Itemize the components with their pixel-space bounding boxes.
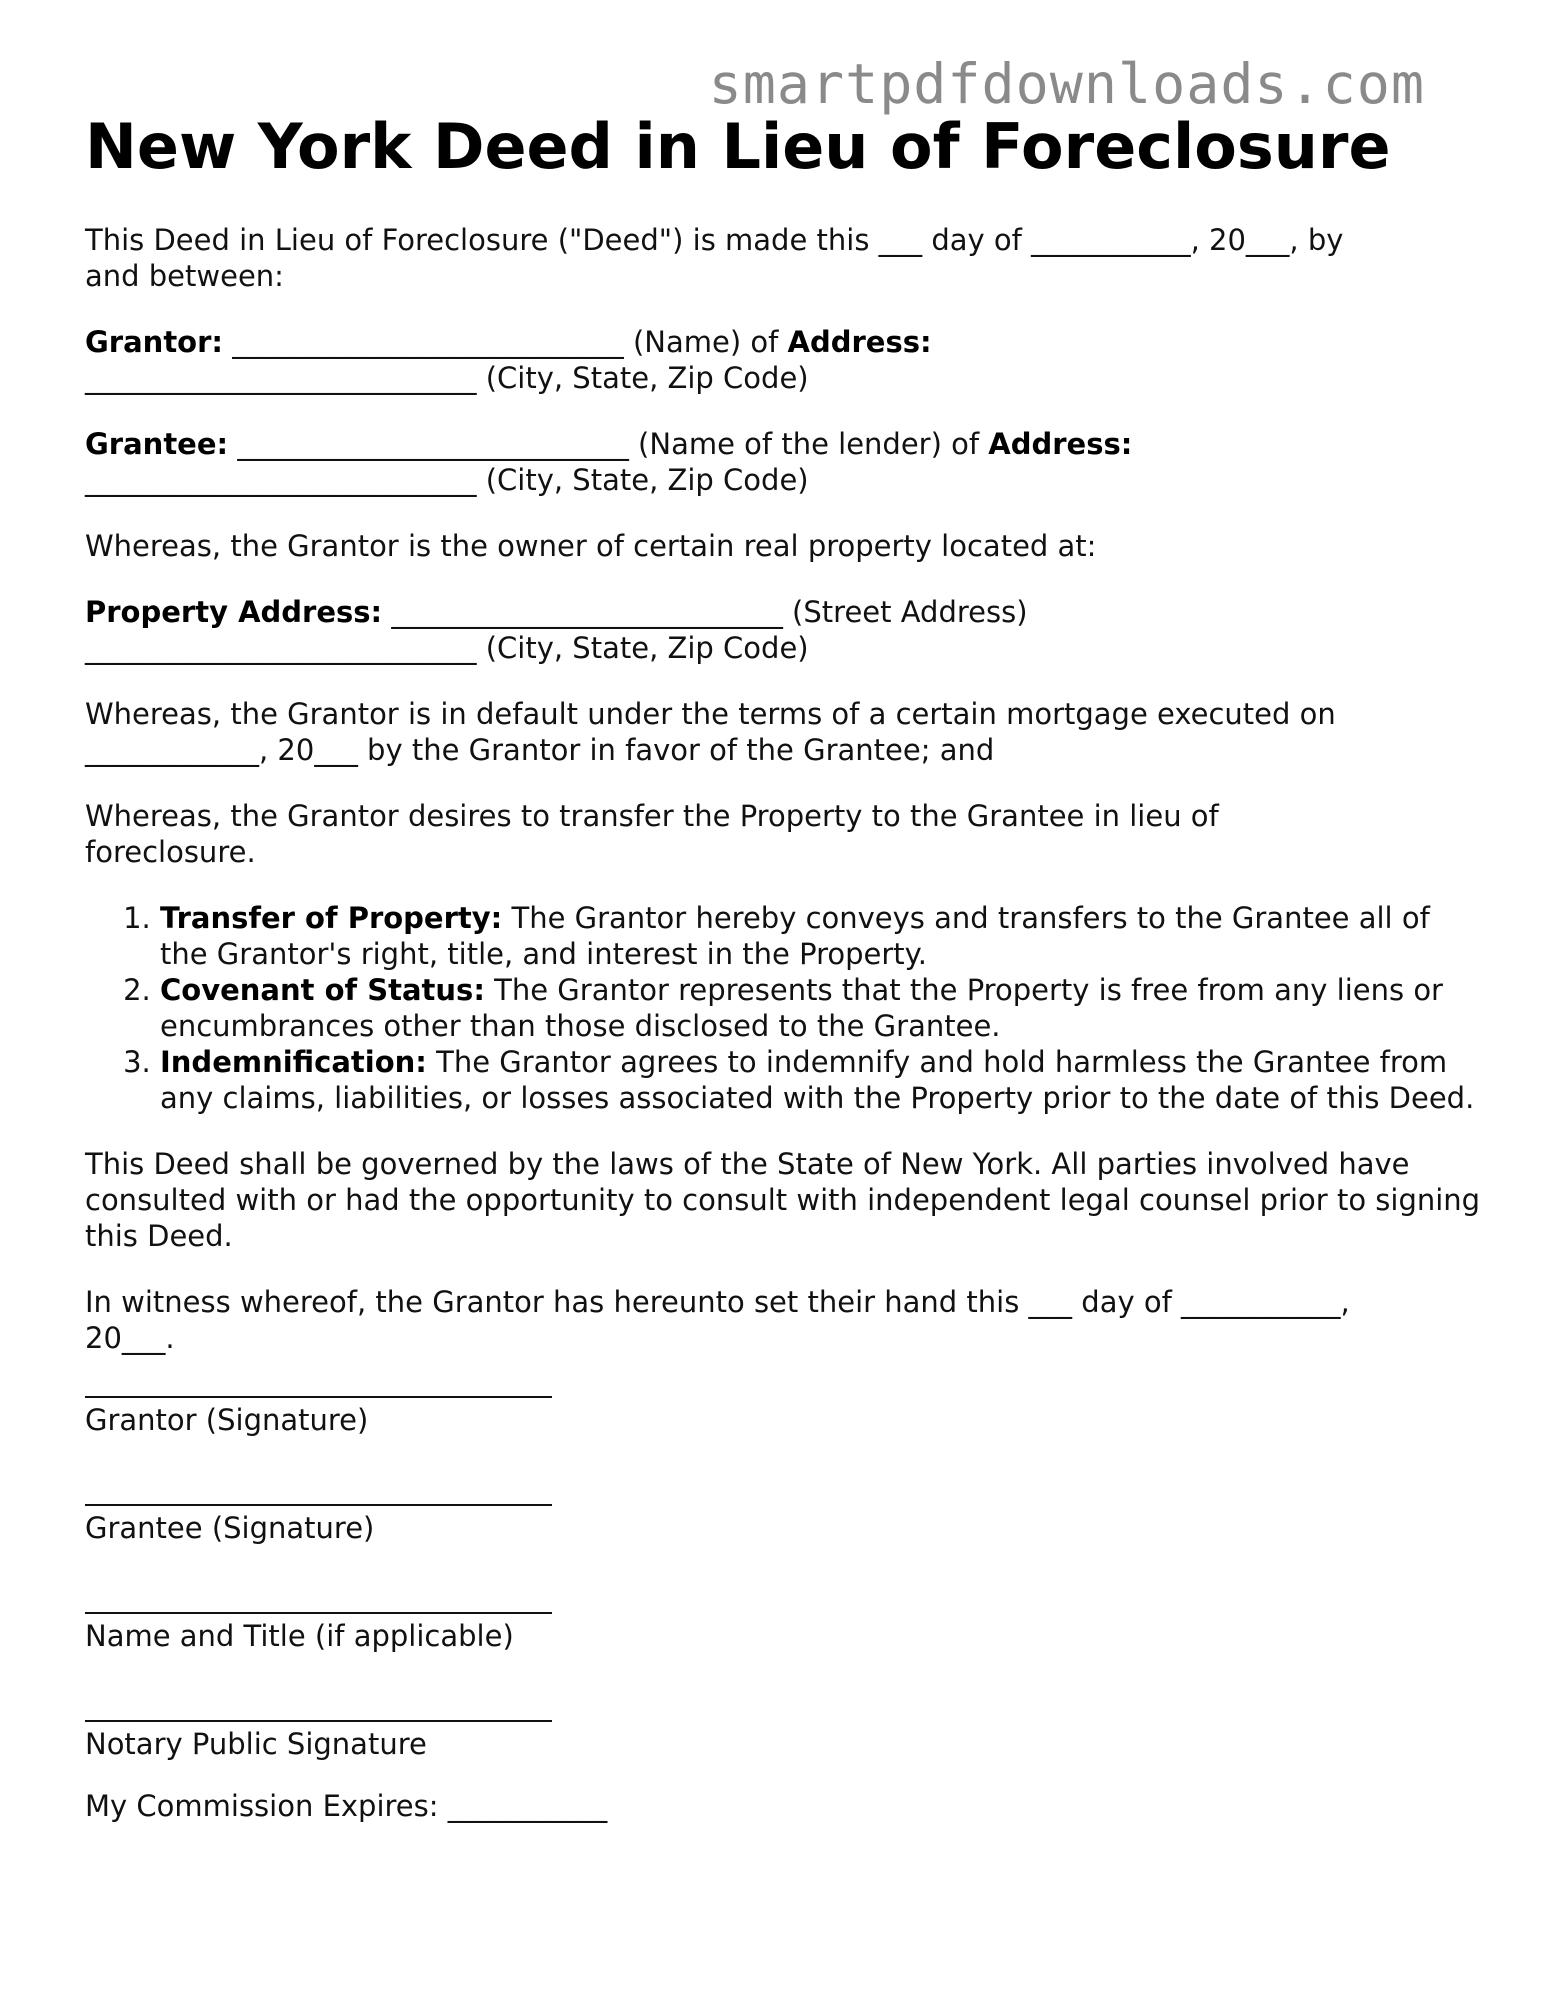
grantor-line-1 — [85, 324, 1485, 360]
term-text: The Grantor represents that the Property is free from any liens or encumbrances other than those disclosed to the Grantee. — [160, 973, 1443, 1043]
grantee-line-2: ___________________________ (City, State, Zip Code) — [85, 463, 809, 497]
signature-label: Grantee (Signature) — [85, 1511, 375, 1545]
intro-line-1: This Deed in Lieu of Foreclosure ("Deed") is made this ___ day of ___________, 20___, by — [85, 223, 1344, 257]
whereas-transfer: Whereas, the Grantor desires to transfer the Property to the Grantee in lieu of foreclosure. — [85, 799, 1219, 869]
grantee-block — [85, 426, 1485, 498]
signature-line — [85, 1396, 1485, 1438]
grantor-name-blank: ___________________________ (Name) of — [223, 325, 788, 359]
property-block — [85, 594, 1485, 666]
signature-rule — [85, 1612, 552, 1614]
whereas-owner: Whereas, the Grantor is the owner of certain real property located at: — [85, 529, 1097, 563]
grantor-address-label: Address: — [787, 325, 932, 359]
property-line-1 — [85, 594, 1485, 630]
signature-rule — [85, 1396, 552, 1398]
signature-line — [85, 1720, 1485, 1762]
watermark: smartpdfdownloads.com — [708, 52, 1425, 116]
term-heading: Covenant of Status: — [160, 973, 485, 1007]
intro-line-2: and between: — [85, 259, 284, 293]
signature-label: Grantor (Signature) — [85, 1403, 369, 1437]
terms-list — [85, 900, 1485, 1116]
property-label: Property Address: — [85, 595, 383, 629]
signature-label: Name and Title (if applicable) — [85, 1619, 514, 1653]
signature-rule — [85, 1504, 552, 1506]
grantor-line-2: ___________________________ (City, State, Zip Code) — [85, 361, 809, 395]
grantor-label: Grantor: — [85, 325, 224, 359]
governing-law: This Deed shall be governed by the laws of the State of New York. All parties involved have consulted with or had the opportunity to consult with independent legal counsel prior to signing this Deed. — [85, 1147, 1481, 1253]
term-item — [160, 900, 1485, 972]
commission-expires: My Commission Expires: ___________ — [85, 1789, 608, 1823]
intro-paragraph — [85, 222, 1485, 294]
signature-block — [85, 1396, 1485, 1824]
term-text: The Grantor hereby conveys and transfers to the Grantee all of the Grantor's right, title, and interest in the Property. — [160, 901, 1430, 971]
document-body — [85, 222, 1485, 1824]
witness-clause: In witness whereof, the Grantor has hereunto set their hand this ___ day of ___________, 20___. — [85, 1285, 1350, 1355]
term-item — [160, 1044, 1485, 1116]
signature-label: Notary Public Signature — [85, 1727, 427, 1761]
document-title: New York Deed in Lieu of Foreclosure — [85, 110, 1391, 183]
whereas-default: Whereas, the Grantor is in default under the terms of a certain mortgage executed on ____________, 20___ by the Grantor in favor of the Grantee; and — [85, 697, 1336, 767]
grantee-label: Grantee: — [85, 427, 229, 461]
grantee-address-label: Address: — [988, 427, 1133, 461]
term-item — [160, 972, 1485, 1044]
grantee-line-1 — [85, 426, 1485, 462]
signature-line — [85, 1504, 1485, 1546]
property-line-2: ___________________________ (City, State, Zip Code) — [85, 631, 809, 665]
grantor-block — [85, 324, 1485, 396]
property-street-blank: ___________________________ (Street Address) — [382, 595, 1028, 629]
grantee-name-blank: ___________________________ (Name of the lender) of — [228, 427, 989, 461]
signature-line — [85, 1612, 1485, 1654]
signature-rule — [85, 1720, 552, 1722]
term-text: The Grantor agrees to indemnify and hold harmless the Grantee from any claims, liabilities, or losses associated with the Property prior to the date of this Deed. — [160, 1045, 1475, 1115]
term-heading: Transfer of Property: — [160, 901, 503, 935]
term-heading: Indemnification: — [160, 1045, 427, 1079]
